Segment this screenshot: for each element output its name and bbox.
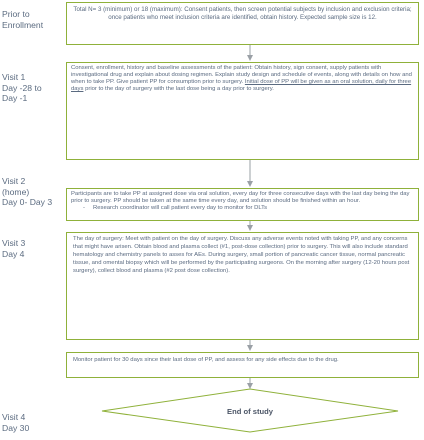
stage-label-enrollment: Prior to Enrollment: [2, 9, 44, 30]
visit1-box: Consent, enrollment, history and baseline assessments of the patient: Obtain history, sign consent, supply patients with investigational drug and explain about dosing regimen. Explain study design and schedule of events, along with details on how and when to take PP. Give patient PP for consumption prior to surgery. Initial dose of PP will be given as an oral solution, daily for three days prior to the day of surgery with the last dose being a day prior to surgery.: [66, 62, 419, 160]
stage-label-visit-4: Visit 4 Day 30: [2, 412, 30, 433]
visit2-box: Participants are to take PP at assigned dose via oral solution, every day for three consecutive days with the last day being the day prior to surgery. PP should be taken at the same time every day, and solution should be finished within an hour. - Research coordinator will call patient every day to monitor for DLTs: [66, 188, 419, 221]
stage-label-visit-2: Visit 2 (home) Day 0- Day 3: [2, 176, 53, 207]
initial-dose-note: Initial dose of PP will be given as an oral solution, daily for three days: [71, 79, 412, 93]
visit3-box: The day of surgery: Meet with patient on the day of surgery. Discuss any adverse events noted with taking PP, and any concerns that might have arisen. Obtain blood and plasma collect (#1, post-dose collection) prior to surgery. This will also include standard hematology and chemistry panels to asses for AEs. During surgery, small portion of pancreatic cancer tissue, normal pancreatic tissue, and omental biopsy which will be performed by the participating surgeons. On the morning after surgery (12-20 hours post surgery), collect blood and plasma (#2 post dose collection).: [66, 232, 419, 340]
stage-label-visit-3: Visit 3 Day 4: [2, 238, 26, 259]
visit2-bullet: - Research coordinator will call patient every day to monitor for DLTs: [83, 205, 268, 212]
enrollment-box: Total N= 3 (minimum) or 18 (maximum): Consent patients, then screen potential subjects by inclusion and exclusion criteria; once patients who meet inclusion criteria are identified, obtain history. Expected sample size is 12.: [66, 2, 419, 45]
end-of-study-label: End of study: [227, 407, 273, 416]
monitor-box: Monitor patient for 30 days since their last dose of PP, and assess for any side effects due to the drug.: [66, 352, 419, 378]
stage-label-visit-1: Visit 1 Day -28 to Day -1: [2, 72, 42, 103]
